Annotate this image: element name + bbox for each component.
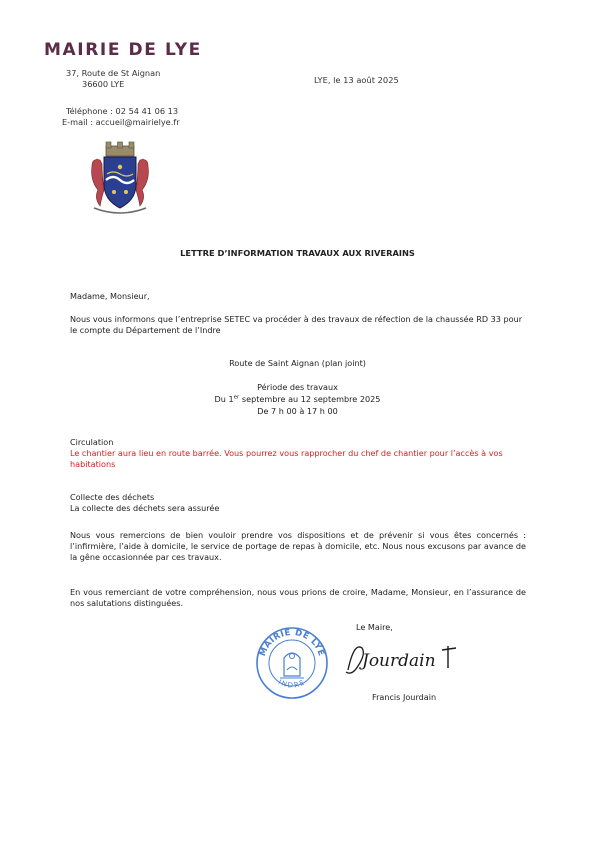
traffic-heading: Circulation bbox=[70, 437, 114, 447]
phone-number: Téléphone : 02 54 41 06 13 bbox=[66, 106, 179, 116]
handwritten-signature bbox=[340, 636, 462, 680]
period-hours: De 7 h 00 à 17 h 00 bbox=[257, 406, 338, 416]
address-line-1: 37, Route de St Aignan bbox=[66, 68, 161, 78]
signature-text: Jourdain bbox=[362, 651, 436, 671]
signatory-role: Le Maire, bbox=[356, 622, 393, 632]
closing-paragraph: En vous remerciant de votre compréhension, nous vous prions de croire, Madame, Monsieur, en l’assurance de nos salutations distinguées. bbox=[70, 587, 526, 609]
period-dates-sup: er bbox=[233, 394, 240, 401]
period-dates-prefix: Du 1 bbox=[214, 394, 234, 404]
waste-text: La collecte des déchets sera assurée bbox=[70, 503, 220, 513]
signatory-name: Francis Jourdain bbox=[372, 692, 437, 702]
location-line: Route de Saint Aignan (plan joint) bbox=[229, 358, 366, 368]
address-line-2: 36600 LYE bbox=[82, 79, 125, 89]
salutation: Madame, Monsieur, bbox=[70, 291, 150, 301]
stamp-top-text: MAIRIE DE LYE bbox=[257, 627, 327, 658]
letter-title: LETTRE D’INFORMATION TRAVAUX AUX RIVERAINS bbox=[180, 248, 415, 258]
period-dates bbox=[0, 394, 595, 405]
mairie-stamp bbox=[254, 626, 330, 700]
email-address: E-mail : accueil@mairielye.fr bbox=[62, 117, 180, 127]
traffic-text: Le chantier aura lieu en route barrée. Vous pourrez vous rapprocher du chef de chantier pour l’accès à vos habitations bbox=[70, 448, 503, 470]
waste-heading: Collecte des déchets bbox=[70, 492, 155, 502]
date-line: LYE, le 13 août 2025 bbox=[314, 75, 399, 85]
coat-of-arms-icon bbox=[80, 140, 160, 220]
period-dates-suffix: septembre au 12 septembre 2025 bbox=[239, 394, 381, 404]
intro-paragraph: Nous vous informons que l’entreprise SETEC va procéder à des travaux de réfection de la chaussée RD 33 pour le compte du Département de l’Indre bbox=[70, 314, 523, 336]
stamp-bottom-text: INDRE bbox=[276, 678, 307, 690]
notice-paragraph: Nous vous remercions de bien vouloir prendre vos dispositions et de prévenir si vous êtes concernés : l’infirmière, l’aide à domicile, le service de portage de repas à domicile, etc. Nous nous excusons par avance de la gêne occasionnée par ces travaux. bbox=[70, 530, 526, 563]
organization-name: MAIRIE DE LYE bbox=[44, 40, 202, 60]
svg-text:INDRE bbox=[277, 678, 307, 689]
period-heading: Période des travaux bbox=[257, 382, 338, 392]
